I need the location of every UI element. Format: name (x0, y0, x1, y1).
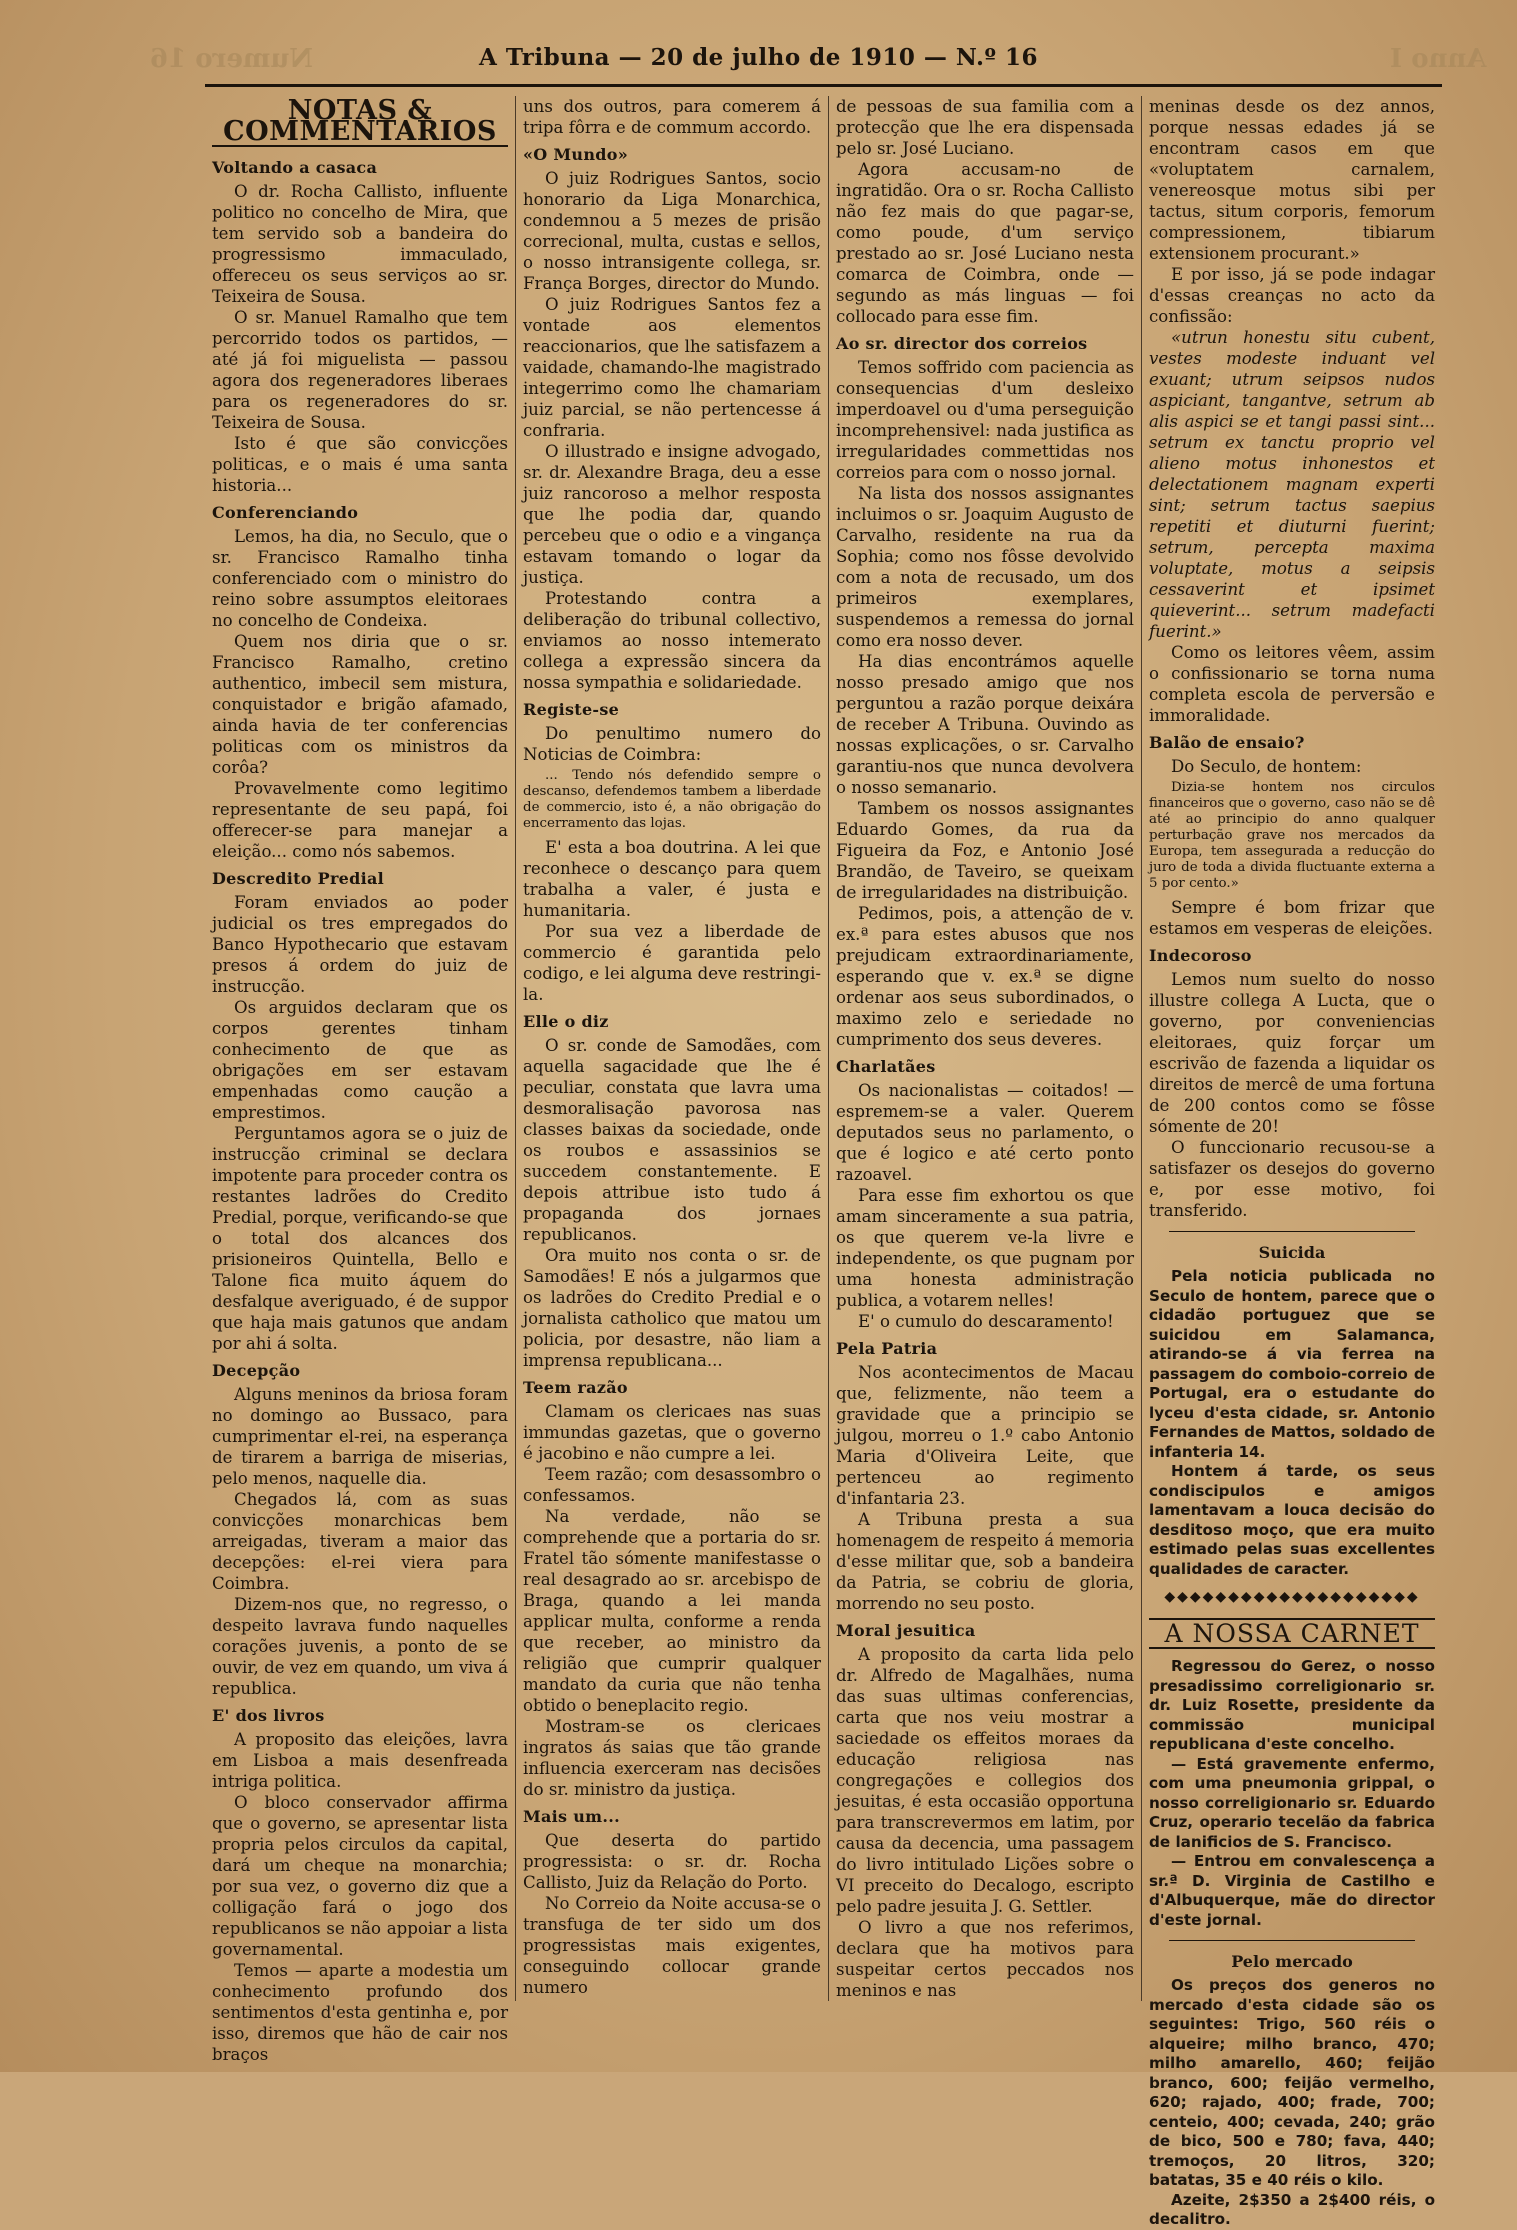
article-heading: Pelo mercado (1231, 1952, 1353, 1971)
article-heading: Voltando a casaca (212, 158, 378, 177)
article-heading: Charlatães (836, 1057, 936, 1076)
show-through-text-right: Anno I (1390, 44, 1487, 74)
paragraph: O dr. Rocha Callisto, influente politico no concelho de Mira, que tem servido sob a bandeira do progressismo immaculado, offereceu os seus serviços ao sr. Teixeira de Sousa. (212, 182, 508, 306)
paragraph: E por isso, já se pode indagar d'essas creanças no acto da confissão: (1149, 265, 1435, 326)
paragraph: Quem nos diria que o sr. Francisco Ramalho, cretino authentico, imbecil sem mistura, conquistador e brigão afamado, ainda havia de ter conferencias politicas com os ministros da corôa? (212, 632, 508, 777)
quotation: ... Tendo nós defendido sempre o descanso, defendemos tambem a liberdade de commercio, isto é, a não obrigação do encerramento das lojas. (523, 768, 821, 831)
paragraph: Lemos, ha dia, no Seculo, que o sr. Francisco Ramalho tinha conferenciado com o ministro do reino sobre assumptos eleitoraes no concelho de Condeixa. (212, 527, 508, 630)
paragraph: E' esta a boa doutrina. A lei que reconhece o descanço para quem trabalha a valer, é justa e humanitaria. (523, 838, 821, 920)
article-heading: Decepção (212, 1361, 301, 1380)
paragraph: A Tribuna presta a sua homenagem de respeito á memoria d'esse militar que, sob a bandeira da Patria, se cobriu de gloria, morrendo no seu posto. (836, 1510, 1134, 1613)
paragraph: Chegados lá, com as suas convicções monarchicas bem arreigadas, tiveram a maior das decepções: el-rei viera para Coimbra. (212, 1490, 508, 1593)
paragraph: Os nacionalistas — coitados! — espremem-se a valer. Querem deputados seus no parlamento, o que é logico e até certo ponto razoavel. (836, 1081, 1134, 1184)
paragraph: Sempre é bom frizar que estamos em vesperas de eleições. (1149, 898, 1435, 938)
paragraph: Temos soffrido com paciencia as consequencias d'um desleixo imperdoavel ou d'uma perseguição incomprehensivel: nada justifica as irregularidades commettidas nos correios para com o nosso jornal. (836, 358, 1134, 482)
paragraph: Os preços dos generos no mercado d'esta cidade são os seguintes: Trigo, 560 réis o alqueire; milho branco, 470; milho amarello, 460; feijão branco, 600; feijão vermelho, 620; rajado, 400; frade, 700; centeio, 400; cevada, 240; grão de bico, 500 e 780; fava, 440; tremoços, 20 litros, 320; batatas, 35 e 40 réis o kilo. (1149, 1976, 1435, 2189)
article-heading: Registe-se (523, 700, 620, 719)
ornamental-divider: ◆◆◆◆◆◆◆◆◆◆◆◆◆◆◆◆◆◆◆◆ (1164, 1589, 1420, 1605)
paragraph: Ora muito nos conta o sr. de Samodães! E nós a julgarmos que os ladrões do Credito Predial e o jornalista catholico que matou um policia, por desastre, não liam a imprensa republicana... (523, 1246, 821, 1370)
paragraph: Pela noticia publicada no Seculo de hontem, parece que o cidadão portuguez que se suicidou em Salamanca, atirando-se á via ferrea na passagem do comboio-correio de Portugal, era o estudante do lyceu d'esta cidade, sr. Antonio Fernandes de Mattos, soldado de infanteria 14. (1149, 1267, 1435, 1461)
divider (1169, 1940, 1415, 1941)
paragraph: — Entrou em convalescença a sr.ª D. Virginia de Castilho e d'Albuquerque, mãe do director d'este jornal. (1149, 1852, 1435, 1929)
article-heading: Pela Patria (836, 1339, 938, 1358)
paragraph: Ha dias encontrámos aquelle nosso presado amigo que nos perguntou a razão porque deixára de receber A Tribuna. Ouvindo as nossas explicações, o sr. Carvalho garantiu-nos que nunca devolvera o nosso semanario. (836, 652, 1134, 797)
divider (1169, 1231, 1415, 1232)
paragraph: meninas desde os dez annos, porque nessas edades já se encontram casos em que «voluptatem carnalem, venereosque motus sibi per tactus, situm corporis, femorum compressionem, tibiarum extensionem procurant.» (1149, 97, 1435, 263)
paragraph: Mostram-se os clericaes ingratos ás saias que tão grande influencia exerceram nas decisões do sr. ministro da justiça. (523, 1717, 821, 1799)
column-4 (1141, 96, 1442, 2228)
paragraph: O juiz Rodrigues Santos fez a vontade aos elementos reaccionarios, que lhe satisfazem a vaidade, chamando-lhe magistrado integerrimo como lhe chamariam juiz parcial, se não pertencesse á confraria. (523, 295, 821, 440)
paragraph: A proposito das eleições, lavra em Lisboa a mais desenfreada intriga politica. (212, 1730, 508, 1791)
paragraph: Alguns meninos da briosa foram no domingo ao Bussaco, para cumprimentar el-rei, na esperança de tirarem a barriga de miserias, pelo menos, naquelle dia. (212, 1385, 508, 1488)
paragraph: Perguntamos agora se o juiz de instrucção criminal se declara impotente para proceder contra os restantes ladrões do Credito Predial, porque, verificando-se que o total dos alcances dos prisioneiros Quintella, Bello e Talone fica muito áquem do desfalque averiguado, é de suppor que haja mais gatunos que andam por ahi á solta. (212, 1124, 508, 1353)
paragraph: Dizem-nos que, no regresso, o despeito lavrava fundo naquelles corações juvenis, a ponto de se ouvir, de vez em quando, um viva á republica. (212, 1595, 508, 1698)
column-3 (828, 96, 1141, 2001)
paragraph: E' o cumulo do descaramento! (858, 1312, 1114, 1331)
article-heading: Mais um... (523, 1807, 621, 1826)
article-heading: Ao sr. director dos correios (836, 334, 1088, 353)
paragraph: Lemos num suelto do nosso illustre collega A Lucta, que o governo, por conveniencias eleitoraes, quiz forçar um escrivão de fazenda a liquidar os direitos de mercê de uma fortuna de 200 contos como se fôsse sómente de 20! (1149, 970, 1435, 1136)
paragraph: Temos — aparte a modestia um conhecimento profundo dos sentimentos d'esta gentinha e, por isso, diremos que hão de cair nos braços (212, 1961, 508, 2064)
paragraph: Na verdade, não se comprehende que a portaria do sr. Fratel tão sómente manifestasse o real desagrado ao sr. arcebispo de Braga, quando a lei manda applicar multa, conforme a renda que receber, ao ministro da religião que cumprir qualquer mandato da curia que não tenha obtido o beneplacito regio. (523, 1507, 821, 1715)
paragraph: Protestando contra a deliberação do tribunal collectivo, enviamos ao nosso intemerato collega a expressão sincera da nossa sympathia e solidariedade. (523, 589, 821, 692)
paragraph: Hontem á tarde, os seus condiscipulos e amigos lamentavam a louca decisão do desditoso moço, que era muito estimado pelas suas excellentes qualidades de caracter. (1149, 1462, 1435, 1578)
paragraph: Como os leitores vêem, assim o confissionario se torna numa completa escola de perversão e immoralidade. (1149, 643, 1435, 725)
article-heading: Moral jesuitica (836, 1621, 976, 1640)
show-through-text-left: Numero 16 (150, 44, 313, 74)
latin-quotation: «utrun honestu situ cubent, vestes modeste induant vel exuant; utrum seipsos nudos aspiciant, tangantve, setrum ab alis aspici se et tangi passi sint... setrum ex tanctu proprio vel alieno motus inhonestos et delectationem magnam experti sint; setrum tactus saepius repetiti et diuturni fuerint; setrum, percepta maxima voluptate, motus a seipsis cessaverint et ipsimet quieverint... setrum madefacti fuerint.» (1149, 328, 1435, 641)
article-heading: Suicida (1258, 1243, 1326, 1262)
paragraph: O bloco conservador affirma que o governo, se apresentar lista propria pelos circulos da capital, dará um cheque na monarchia; por sua vez, o governo diz que a colligação fará o jogo dos republicanos se não appoiar a lista governamental. (212, 1793, 508, 1959)
paragraph: Isto é que são convicções politicas, e o mais é uma santa historia... (212, 434, 508, 495)
paragraph: Para esse fim exhortou os que amam sinceramente a sua patria, os que querem ve-la livre e independente, os que pugnam por uma honesta administração publica, a votarem nelles! (836, 1186, 1134, 1310)
paragraph: O illustrado e insigne advogado, sr. dr. Alexandre Braga, deu a esse juiz rancoroso a melhor resposta que lhe podia dar, quando percebeu que o odio e a vingança estavam tomando o logar da justiça. (523, 442, 821, 587)
page-header: A Tribuna — 20 de julho de 1910 — N.º 16 (478, 44, 1038, 71)
paragraph: O funccionario recusou-se a satisfazer os desejos do governo e, por esse motivo, foi transferido. (1149, 1138, 1435, 1220)
article-heading: E' dos livros (212, 1706, 325, 1725)
paragraph: — Está gravemente enfermo, com uma pneumonia grippal, o nosso correligionario sr. Eduardo Cruz, operario tecelão da fabrica de lanificios de S. Francisco. (1149, 1754, 1435, 1851)
article-heading: Indecoroso (1149, 946, 1252, 965)
paragraph: de pessoas de sua familia com a protecção que lhe era dispensada pelo sr. José Luciano. (836, 97, 1134, 158)
carnet-heading: A NOSSA CARNET (1149, 1618, 1435, 1649)
paragraph: O juiz Rodrigues Santos, socio honorario da Liga Monarchica, condemnou a 5 mezes de prisão correcional, multa, custas e sellos, o nosso intransigente collega, sr. França Borges, director do Mundo. (523, 169, 821, 293)
article-heading: Teem razão (523, 1378, 628, 1397)
paragraph: No Correio da Noite accusa-se o transfuga de ter sido um dos progressistas mais exigentes, conseguindo collocar grande numero (523, 1894, 821, 1997)
section-title: NOTAS & COMMENTARIOS (212, 96, 508, 147)
paragraph: Tambem os nossos assignantes Eduardo Gomes, da rua da Figueira da Foz, e Antonio José Brandão, de Taveiro, se queixam de irregularidades na distribuição. (836, 799, 1134, 902)
article-heading: Elle o diz (523, 1012, 609, 1031)
paragraph: Por sua vez a liberdade de commercio é garantida pelo codigo, e lei alguma deve restringi-la. (523, 922, 821, 1004)
paragraph: Pedimos, pois, a attenção de v. ex.ª para estes abusos que nos prejudicam extraordinariamente, esperando que v. ex.ª se digne ordenar aos seus subordinados, o maximo zelo e seriedade no cumprimento dos seus deveres. (836, 904, 1134, 1049)
article-heading: Descredito Predial (212, 869, 385, 888)
paragraph: Os arguidos declaram que os corpos gerentes tinham conhecimento de que as obrigações em ser estavam empenhadas como caução a emprestimos. (212, 998, 508, 1122)
quotation: Dizia-se hontem nos circulos financeiros que o governo, caso não se dê até ao principio do anno qualquer perturbação grave nos mercados da Europa, tem assegurada a reducção do juro de toda a divida fluctuante externa a 5 por cento.» (1149, 780, 1435, 891)
paragraph: Que deserta do partido progressista: o sr. dr. Rocha Callisto, Juiz da Relação do Porto. (523, 1831, 821, 1892)
paragraph: uns dos outros, para comerem á tripa fôrra e de commum accordo. (523, 97, 821, 137)
article-heading: «O Mundo» (523, 145, 629, 164)
paragraph: Foram enviados ao poder judicial os tres empregados do Banco Hypothecario que estavam presos á ordem do juiz de instrucção. (212, 893, 508, 996)
article-heading: Conferenciando (212, 503, 359, 522)
paragraph: Provavelmente como legitimo representante de seu papá, foi offerecer-se para manejar a eleição... como nós sabemos. (212, 779, 508, 861)
paragraph: Do Seculo, de hontem: (1171, 757, 1362, 776)
paragraph: A proposito da carta lida pelo dr. Alfredo de Magalhães, numa das suas ultimas conferencias, carta que nos veiu mostrar a saciedade os effeitos moraes da educação religiosa nas congregações e collegios dos jesuitas, é esta occasião opportuna para transcrevermos em latim, por causa da decencia, uma passagem do livro intitulado Lições sobre o VI preceito do Decalogo, escripto pelo padre jesuita J. G. Settler. (836, 1645, 1134, 1916)
header-rule (205, 84, 1442, 87)
article-heading: Balão de ensaio? (1149, 733, 1305, 752)
paragraph: Do penultimo numero do Noticias de Coimbra: (523, 724, 821, 764)
column-1 (205, 95, 515, 2064)
article-columns (205, 95, 1442, 2228)
paragraph: Azeite, 2$350 a 2$400 réis, o decalitro. (1149, 2190, 1435, 2228)
paragraph: O sr. Manuel Ramalho que tem percorrido todos os partidos, — até já foi miguelista — passou agora dos regeneradores liberaes para os regeneradores do sr. Teixeira de Sousa. (212, 308, 508, 432)
paragraph: Na lista dos nossos assignantes incluimos o sr. Joaquim Augusto de Carvalho, residente na rua da Sophia; como nos fôsse devolvido com a nota de recusado, um dos primeiros exemplares, suspendemos a remessa do jornal como era nosso dever. (836, 484, 1134, 650)
column-2 (515, 96, 828, 2001)
paragraph: Teem razão; com desassombro o confessamos. (523, 1465, 821, 1505)
paragraph: Nos acontecimentos de Macau que, felizmente, não teem a gravidade que a principio se julgou, morreu o 1.º cabo Antonio Maria d'Oliveira Leite, que pertenceu ao regimento d'infantaria 23. (836, 1363, 1134, 1508)
paragraph: Regressou do Gerez, o nosso presadissimo correligionario sr. dr. Luiz Rosette, presidente da commissão municipal republicana d'este concelho. (1149, 1657, 1435, 1753)
paragraph: O livro a que nos referimos, declara que ha motivos para suspeitar certos peccados nos meninos e nas (836, 1918, 1134, 2000)
paragraph: Agora accusam-no de ingratidão. Ora o sr. Rocha Callisto não fez mais do que pagar-se, como poude, d'um serviço prestado ao sr. José Luciano nesta comarca de Coimbra, onde — segundo as más linguas — foi collocado para esse fim. (836, 160, 1134, 326)
paragraph: Clamam os clericaes nas suas immundas gazetas, que o governo é jacobino e não cumpre a lei. (523, 1402, 821, 1463)
paragraph: O sr. conde de Samodães, com aquella sagacidade que lhe é peculiar, constata que lavra uma desmoralisação pavorosa nas classes baixas da sociedade, onde os roubos e assassinios se succedem constantemente. E depois attribue isto tudo á propaganda dos jornaes republicanos. (523, 1036, 821, 1244)
